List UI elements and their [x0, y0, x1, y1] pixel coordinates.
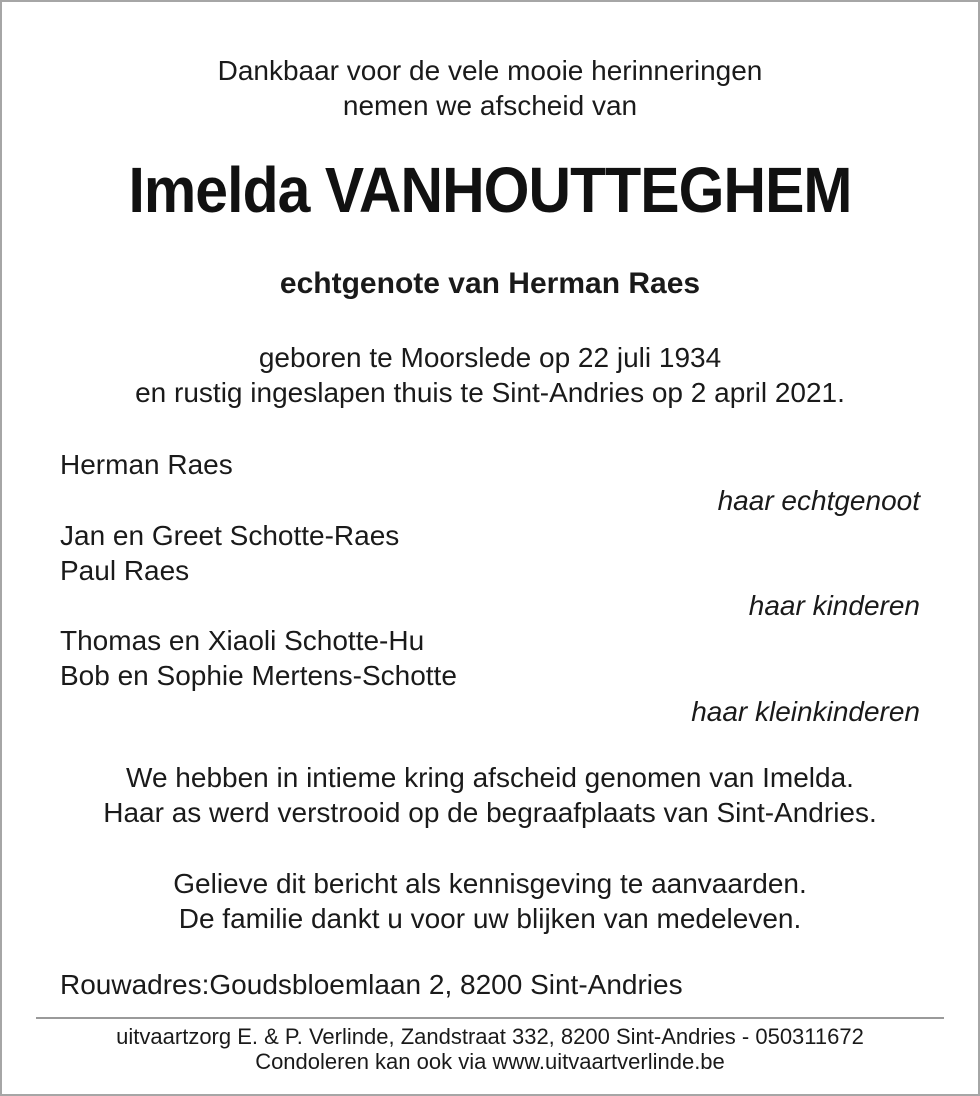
mourning-address: Rouwadres:Goudsbloemlaan 2, 8200 Sint-Andries — [60, 969, 683, 1000]
family-role-spouse: haar echtgenoot — [717, 485, 920, 516]
death-line: en rustig ingeslapen thuis te Sint-Andries op 2 april 2021. — [135, 377, 845, 408]
family-role-children: haar kinderen — [748, 590, 920, 621]
family-role-grandchildren: haar kleinkinderen — [691, 696, 920, 727]
farewell-line-2: Haar as werd verstrooid op de begraafplaats van Sint-Andries. — [103, 797, 877, 828]
deceased-name: Imelda VANHOUTTEGHEM — [128, 154, 852, 226]
notice-line-2: De familie dankt u voor uw blijken van medeleven. — [178, 903, 802, 934]
family-name-child-2: Paul Raes — [60, 555, 190, 586]
family-name-spouse: Herman Raes — [60, 449, 233, 480]
intro-line-2: nemen we afscheid van — [342, 90, 638, 121]
deceased-relation: echtgenote van Herman Raes — [279, 267, 701, 300]
family-name-child-1: Jan en Greet Schotte-Raes — [60, 520, 400, 551]
birth-line: geboren te Moorslede op 22 juli 1934 — [258, 342, 722, 373]
funeral-home-info: uitvaartzorg E. & P. Verlinde, Zandstraat 332, 8200 Sint-Andries - 050311672 — [116, 1024, 864, 1049]
intro-line-1: Dankbaar voor de vele mooie herinneringen — [217, 55, 763, 86]
family-name-grandchild-2: Bob en Sophie Mertens-Schotte — [60, 660, 457, 691]
farewell-line-1: We hebben in intieme kring afscheid genomen van Imelda. — [126, 762, 854, 793]
notice-line-1: Gelieve dit bericht als kennisgeving te aanvaarden. — [173, 868, 807, 899]
condolence-info: Condoleren kan ook via www.uitvaartverlinde.be — [255, 1049, 725, 1074]
family-name-grandchild-1: Thomas en Xiaoli Schotte-Hu — [60, 625, 425, 656]
footer-divider — [36, 1017, 944, 1019]
